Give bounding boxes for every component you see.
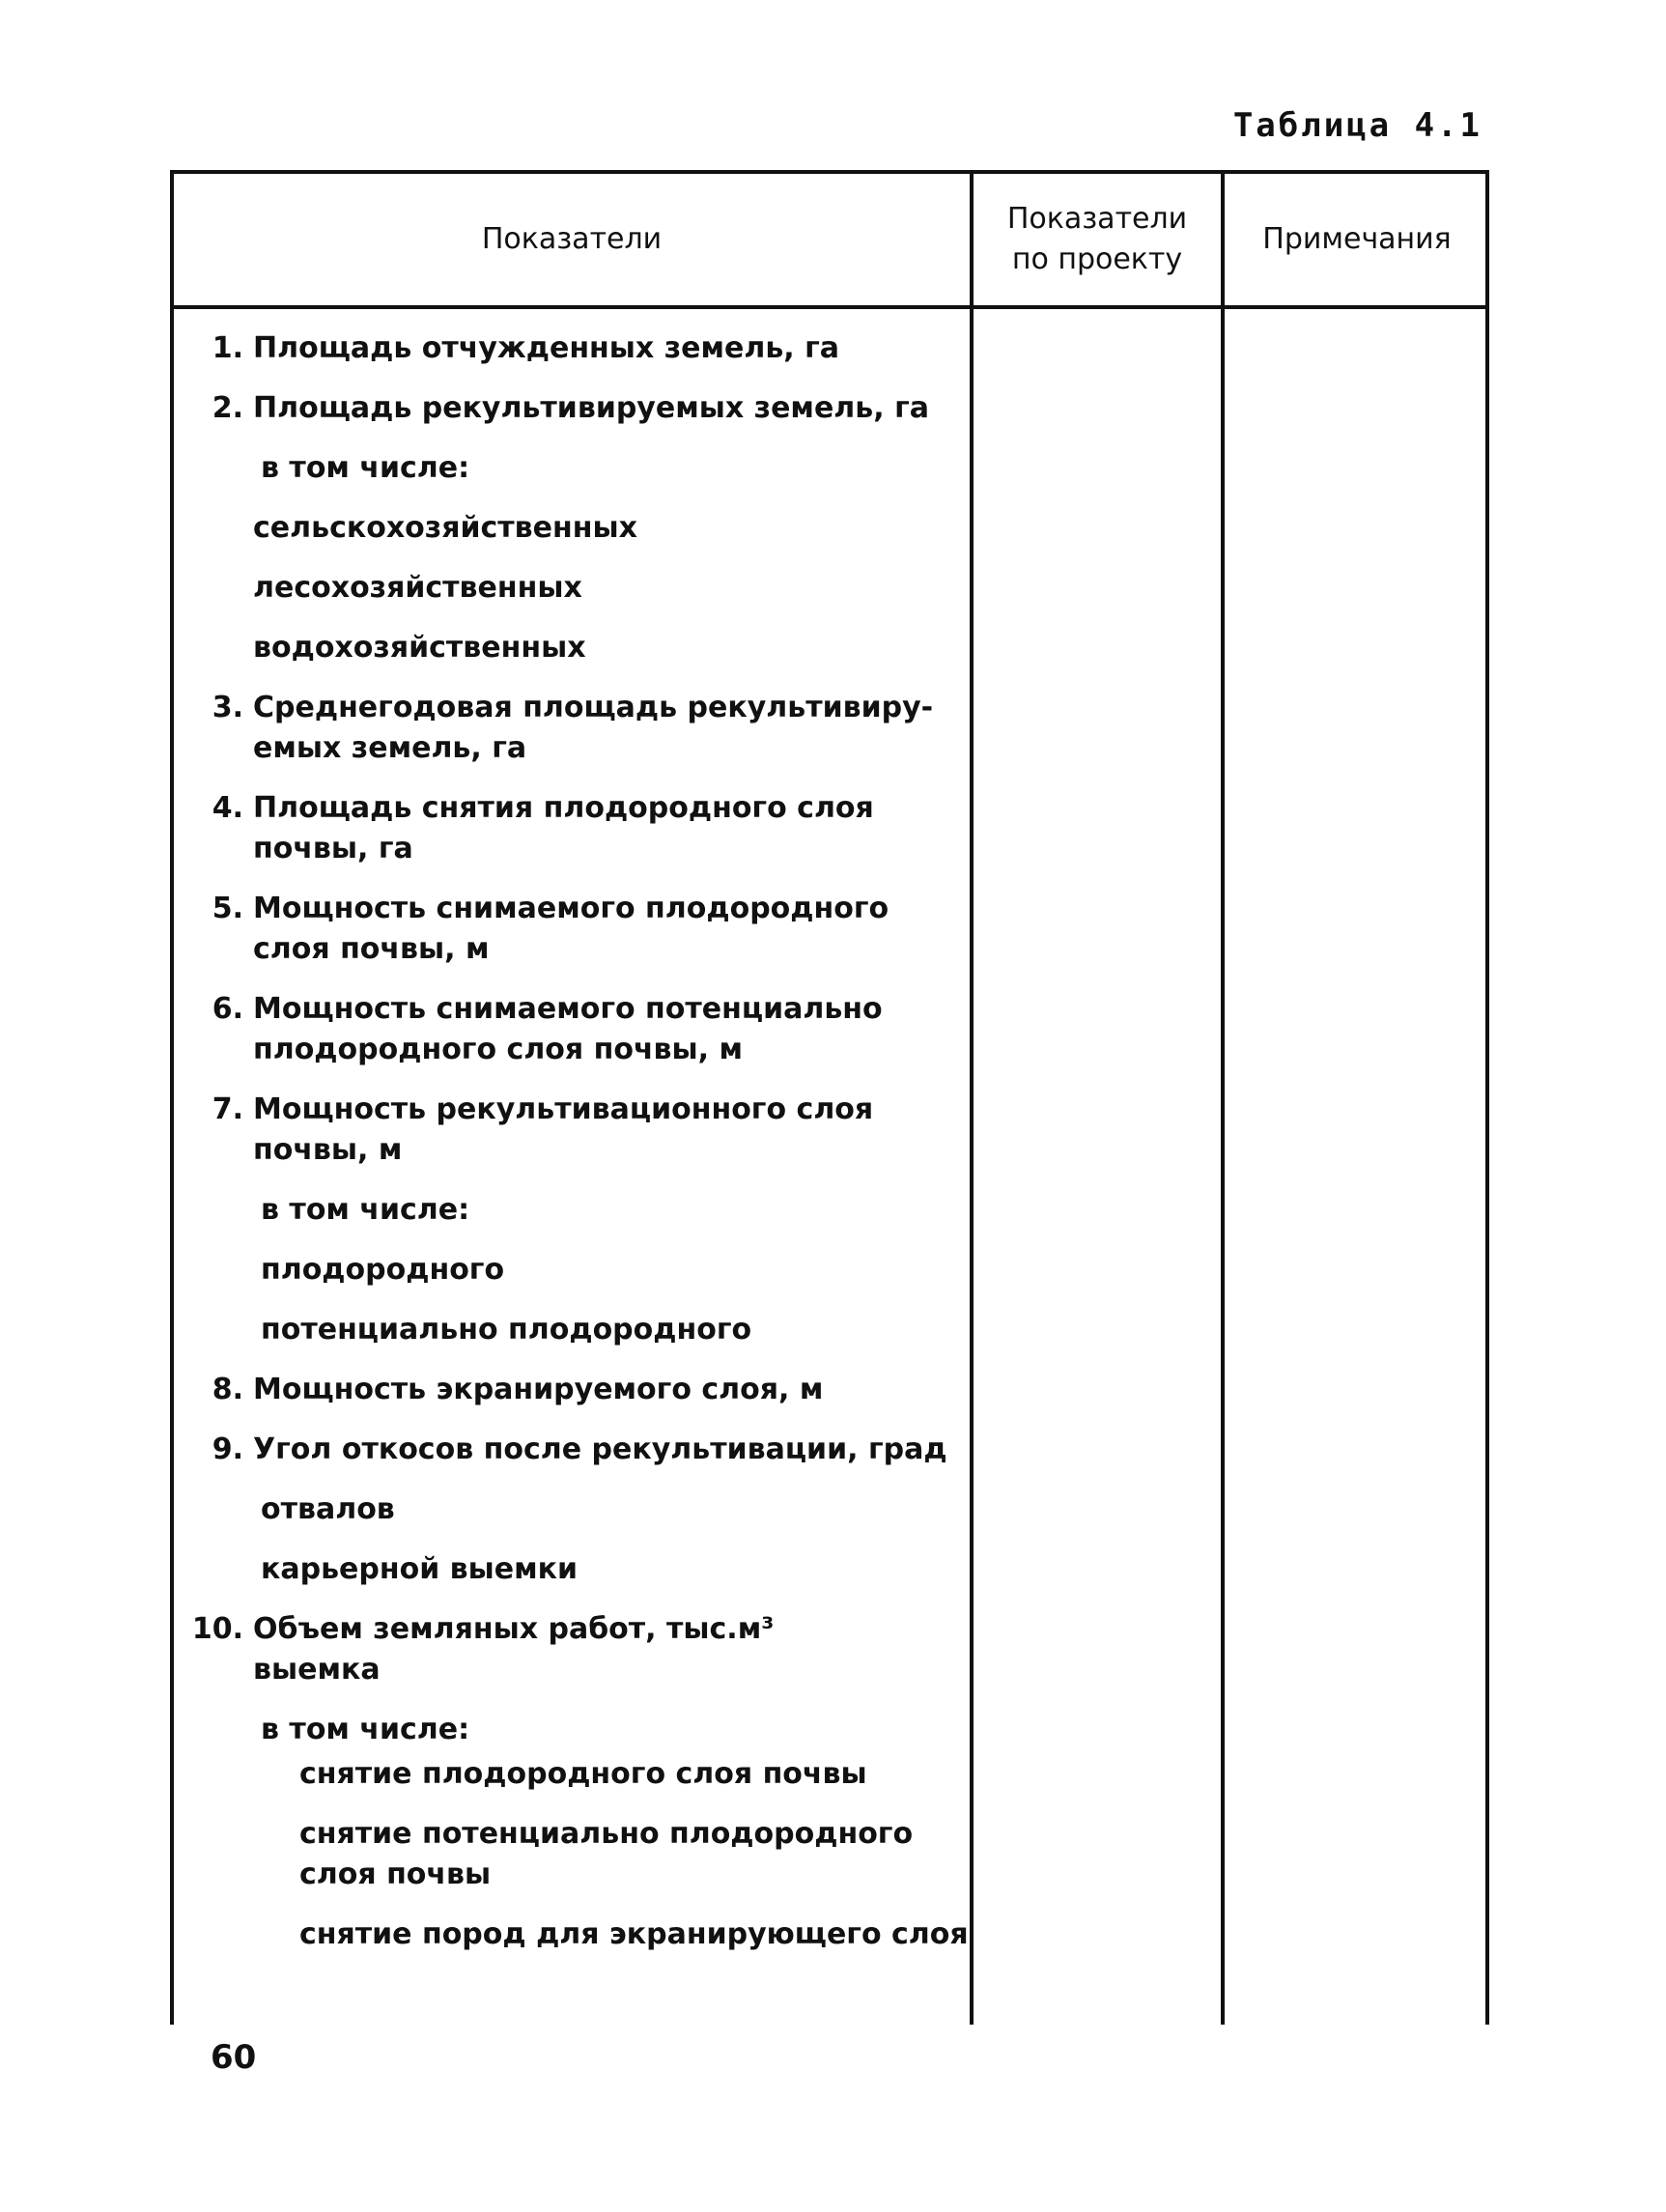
table-row <box>174 1754 970 1795</box>
table-row <box>174 688 970 769</box>
row-number <box>174 1710 253 1750</box>
row-text: в том числе: <box>261 1193 470 1227</box>
table-row <box>174 1430 970 1470</box>
row-text: Мощность экранируемого слоя, м <box>253 1373 824 1406</box>
table-caption: Таблица 4.1 <box>1232 106 1482 145</box>
row-text: снятие пород для экранирующего слоя <box>299 1917 969 1951</box>
row-number <box>174 1549 253 1590</box>
table-row <box>174 568 970 609</box>
row-text: Объем земляных работ, тыс.м³ выемка <box>253 1612 775 1687</box>
row-text: Мощность снимаемого потенциально плодородного слоя почвы, м <box>253 992 883 1066</box>
header-project-values: Показатели по проекту <box>1006 202 1188 276</box>
row-text: Мощность рекультивационного слоя почвы, м <box>253 1092 874 1167</box>
row-number <box>174 1754 253 1795</box>
table-row <box>174 448 970 489</box>
row-text: лесохозяйственных <box>253 571 582 605</box>
header-indicators: Показатели <box>481 222 663 256</box>
row-text: в том числе: <box>261 1713 470 1746</box>
table-row <box>174 1310 970 1350</box>
row-text: Площадь снятия плодородного слоя почвы, га <box>253 791 874 865</box>
row-number: 7. <box>212 1092 243 1126</box>
column-divider <box>1221 174 1225 2025</box>
column-divider <box>970 174 974 2025</box>
row-text: карьерной выемки <box>261 1552 579 1586</box>
row-number <box>174 1250 253 1290</box>
row-number: 5. <box>212 892 243 925</box>
row-number <box>174 628 253 668</box>
table-row <box>174 1250 970 1290</box>
table-row <box>174 989 970 1070</box>
table-row <box>174 1549 970 1590</box>
row-number <box>174 448 253 489</box>
row-number: 1. <box>212 331 243 365</box>
row-text: плодородного <box>261 1253 505 1287</box>
row-text: водохозяйственных <box>253 631 586 665</box>
row-number <box>174 1310 253 1350</box>
row-text: потенциально плодородного <box>261 1313 752 1347</box>
row-number: 2. <box>212 391 243 425</box>
row-text: Среднегодовая площадь рекультивиру- емых земель, га <box>253 691 934 765</box>
table-row <box>174 1489 970 1530</box>
table-row <box>174 1814 970 1895</box>
row-text: Площадь отчужденных земель, га <box>253 331 840 365</box>
row-number <box>174 1914 253 1955</box>
table-row <box>174 1609 970 1690</box>
row-number <box>174 508 253 549</box>
table-row <box>174 1190 970 1231</box>
row-number <box>174 1190 253 1231</box>
table-row <box>174 889 970 970</box>
row-text: отвалов <box>261 1492 395 1526</box>
page-number: 60 <box>211 2038 257 2077</box>
row-number: 3. <box>212 691 243 724</box>
table-row <box>174 1914 970 1955</box>
row-text: Угол откосов после рекультивации, град <box>253 1432 947 1466</box>
row-number <box>174 1489 253 1530</box>
table-row <box>174 1090 970 1171</box>
row-text: сельскохозяйственных <box>253 511 637 545</box>
row-number: 6. <box>212 992 243 1026</box>
table-row <box>174 508 970 549</box>
table-body <box>174 328 970 1974</box>
row-number <box>174 1814 253 1895</box>
row-text: снятие потенциально плодородного слоя почвы <box>299 1817 914 1891</box>
row-text: Мощность снимаемого плодородного слоя почвы, м <box>253 892 889 966</box>
table-row <box>174 388 970 429</box>
table-row <box>174 1710 970 1750</box>
row-number: 4. <box>212 791 243 825</box>
row-number: 9. <box>212 1432 243 1466</box>
table-row <box>174 788 970 869</box>
row-number <box>174 568 253 609</box>
indicators-table <box>170 170 1489 2025</box>
table-row <box>174 628 970 668</box>
row-text: в том числе: <box>261 451 470 485</box>
table-row <box>174 1370 970 1410</box>
row-number: 8. <box>212 1373 243 1406</box>
row-number: 10. <box>191 1612 243 1646</box>
row-text: снятие плодородного слоя почвы <box>299 1757 867 1791</box>
header-notes: Примечания <box>1262 222 1452 256</box>
table-header-row <box>174 174 1485 309</box>
table-row <box>174 328 970 369</box>
row-text: Площадь рекультивируемых земель, га <box>253 391 930 425</box>
